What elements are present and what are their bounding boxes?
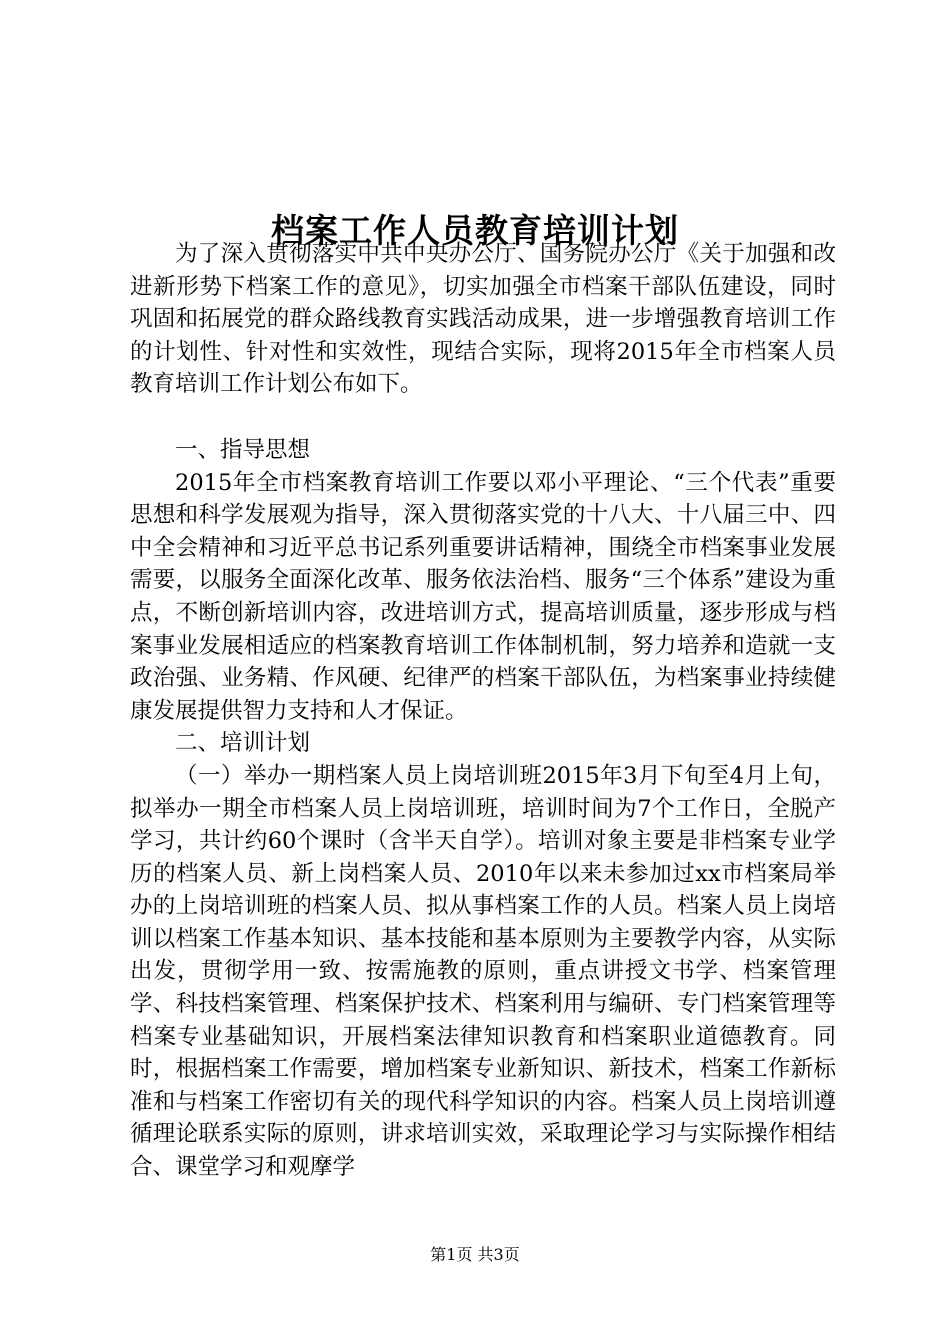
page-number-footer: 第1页 共3页	[430, 1245, 520, 1264]
document-body	[130, 238, 836, 1184]
section-heading-training-plan: 二、培训计划	[175, 730, 311, 757]
intro-paragraph: 为了深入贯彻落实中共中央办公厅、国务院办公厅《关于加强和改进新形势下档案工作的意见》，切实加强全市档案干部队伍建设，同时巩固和拓展党的群众路线教育实践活动成果，进一步增强教育培训工作的计划性、针对性和实效性，现结合实际，现将2015年全市档案人员教育培训工作计划公布如下。	[130, 241, 836, 398]
section-heading-guiding-ideology: 一、指导思想	[175, 436, 311, 463]
document-title: 档案工作人员教育培训计划	[271, 211, 679, 251]
guiding-ideology-paragraph: 2015年全市档案教育培训工作要以邓小平理论、“三个代表”重要思想和科学发展观为指导，深入贯彻落实党的十八大、十八届三中、四中全会精神和习近平总书记系列重要讲话精神，围绕全市档案事业发展需要，以服务全面深化改革、服务依法治档、服务“三个体系”建设为重点，不断创新培训内容，改进培训方式，提高培训质量，逐步形成与档案事业发展相适应的档案教育培训工作体制机制，努力培养和造就一支政治强、业务精、作风硬、纪律严的档案干部队伍，为档案事业持续健康发展提供智力支持和人才保证。	[130, 469, 836, 724]
training-plan-paragraph: （一）举办一期档案人员上岗培训班2015年3月下旬至4月上旬，拟举办一期全市档案人员上岗培训班，培训时间为7个工作日，全脱产学习，共计约60个课时（含半天自学）。培训对象主要是非档案专业学历的档案人员、新上岗档案人员、2010年以来未参加过xx市档案局举办的上岗培训班的档案人员、拟从事档案工作的人员。档案人员上岗培训以档案工作基本知识、基本技能和基本原则为主要教学内容，从实际出发，贯彻学用一致、按需施教的原则，重点讲授文书学、档案管理学、科技档案管理、档案保护技术、档案利用与编研、专门档案管理等档案专业基础知识，开展档案法律知识教育和档案职业道德教育。同时，根据档案工作需要，增加档案专业新知识、新技术，档案工作新标准和与档案工作密切有关的现代科学知识的内容。档案人员上岗培训遵循理论联系实际的原则，讲求培训实效，采取理论学习与实际操作相结合、课堂学习和观摩学	[130, 762, 836, 1181]
